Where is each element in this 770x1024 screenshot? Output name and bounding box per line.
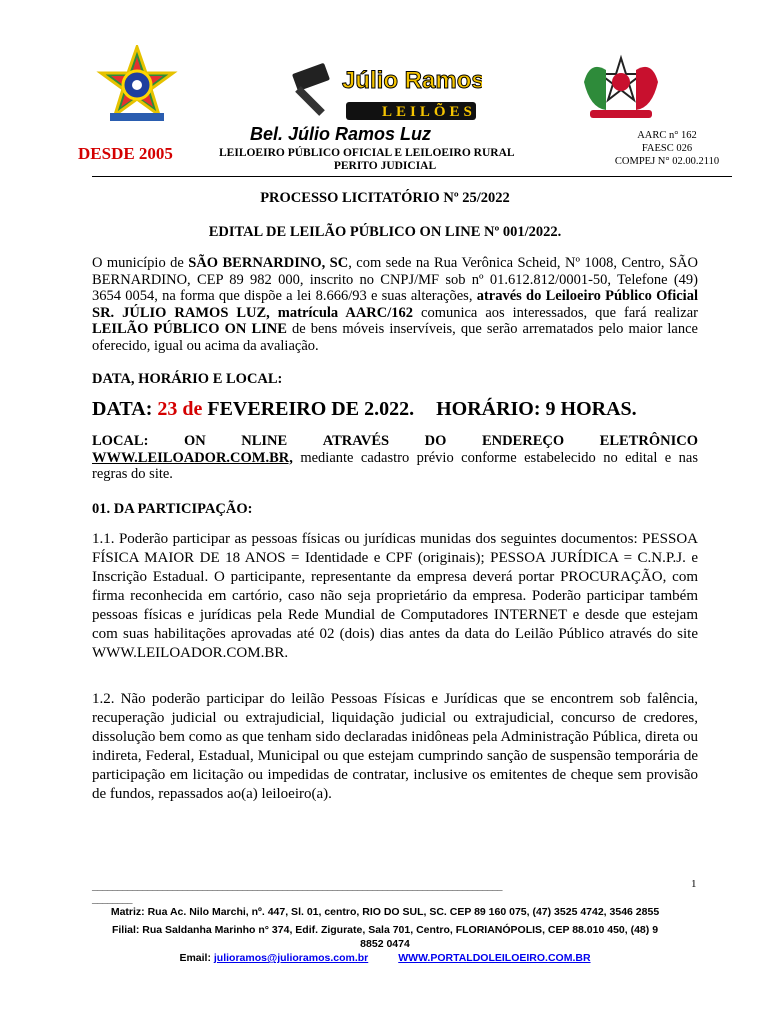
location-paragraph: LOCAL: ON NLINE ATRAVÉS DO ENDEREÇO ELETRÔNICO WWW.LEILOADOR.COM.BR, mediante cadastro prévio conforme estabelecido no edital e nas regras do site. [92,433,698,482]
clause-1-1: 1.1. Poderão participar as pessoas físicas ou jurídicas munidas dos seguintes documentos: PESSOA FÍSICA MAIOR DE 18 ANOS = Identidade e CPF (originais); PESSOA JURÍDICA = C.N.P.J. e Inscrição Estadual. O participante, representante da empresa deverá portar PROCURAÇÃO, com firma reconhecida em cartório, caso não seja proprietário da empresa. Poderão participar também pessoas físicas e jurídicas pela Rede Mundial de Computadores INTERNET e desde que estejam com suas habilitações aprovadas até 02 (dois) dias antes da data do Leilão Público através do site WWW.LEILOADOR.COM.BR. [92,531,698,661]
schedule-heading: DATA, HORÁRIO E LOCAL: [92,371,283,387]
registration-faesc: FAESC 026 [641,143,693,154]
auctioneer-name: Bel. Júlio Ramos Luz [250,124,432,144]
time-label: HORÁRIO: 9 HORAS. [436,398,637,420]
participation-heading: 01. DA PARTICIPAÇÃO: [92,501,253,517]
footer-filial: Filial: Rua Saldanha Marinho n° 374, Edif. Zigurate, Sala 701, Centro, FLORIANÓPOLIS, CEP 88.010 450, (48) 9 [111,924,659,936]
auction-site-link[interactable]: WWW.LEILOADOR.COM.BR, [92,449,293,466]
footer-matriz: Matriz: Rua Ac. Nilo Marchi, nº. 447, Sl. 01, centro, RIO DO SUL, SC. CEP 89 160 075, (47) 3525 4742, 3546 2855 [110,906,660,918]
registration-compej: COMPEJ N° 02.00.2110 [614,156,720,167]
footer-filial-2: 8852 0474 [360,938,410,950]
website-link[interactable]: WWW.PORTALDOLEILOEIRO.COM.BR [398,952,591,964]
email-link[interactable]: julioramos@julioramos.com.br [213,952,369,964]
header-divider [92,176,732,177]
footer-rule-2: ________ [92,893,132,905]
clause-1-2: 1.2. Não poderão participar do leilão Pessoas Físicas e Jurídicas que se encontrem sob falência, recuperação judicial ou extrajudicial, liquidação judicial ou extrajudicial, concurso de credores, dissolução bem como as que tenham sido declaradas inidôneas pela Administração Pública, direta ou indireta, Federal, Estadual, Municipal ou que estejam cumprindo sanção de suspensão temporária de participação em licitação ou impedidas de contratar, inclusive os emitentes de cheque sem provisão de fundos, repassados ao(a) leiloeiro(a). [92,691,698,802]
julio-ramos-logo [286,56,482,122]
edital-title: EDITAL DE LEILÃO PÚBLICO ON LINE Nº 001/2022. [208,224,562,240]
brazil-coat-of-arms [96,45,178,127]
logo-name: Júlio Ramos [342,67,482,94]
logo-subtitle: LEILÕES [382,104,476,120]
registration-aarc: AARC n° 162 [637,130,697,141]
location-words: LOCAL: ON NLINE ATRAVÉS DO ENDEREÇO ELETRÔNICO [92,433,698,449]
santa-catarina-coat-of-arms [576,52,666,124]
date-day: 23 de [157,398,203,420]
process-title: PROCESSO LICITATÓRIO Nº 25/2022 [260,190,510,206]
footer-contacts: Email: julioramos@julioramos.com.br WWW.PORTALDOLEILOEIRO.COM.BR [179,952,591,964]
intro-paragraph: O município de SÃO BERNARDINO, SC, com sede na Rua Verônica Scheid, Nº 1008, Centro, SÃO BERNARDINO, CEP 89 982 000, inscrito no CNPJ/MF sob nº 01.612.812/0001-50, Telefone (49) 3654 0054, na forma que dispõe a lei 8.666/93 e suas alterações, através do Leiloeiro Público Oficial SR. JÚLIO RAMOS LUZ, matrícula AARC/162 comunica aos interessados, que fará realizar LEILÃO PÚBLICO ON LINE de bens móveis inservíveis, que serão arrematados pelo maior lance oferecido, igual ou acima da avaliação. [92,255,698,354]
since-label: DESDE 2005 [78,144,173,163]
auctioneer-role-2: PERITO JUDICIAL [333,160,437,172]
auctioneer-role: LEILOEIRO PÚBLICO OFICIAL E LEILOEIRO RURAL [219,147,515,159]
footer-rule: __________________________________________________________________________________ [92,880,502,892]
date-line: DATA: 23 de FEVEREIRO DE 2.022. HORÁRIO: 9 HORAS. [92,398,637,420]
registrations [612,129,722,168]
page-number: 1 [691,878,697,890]
